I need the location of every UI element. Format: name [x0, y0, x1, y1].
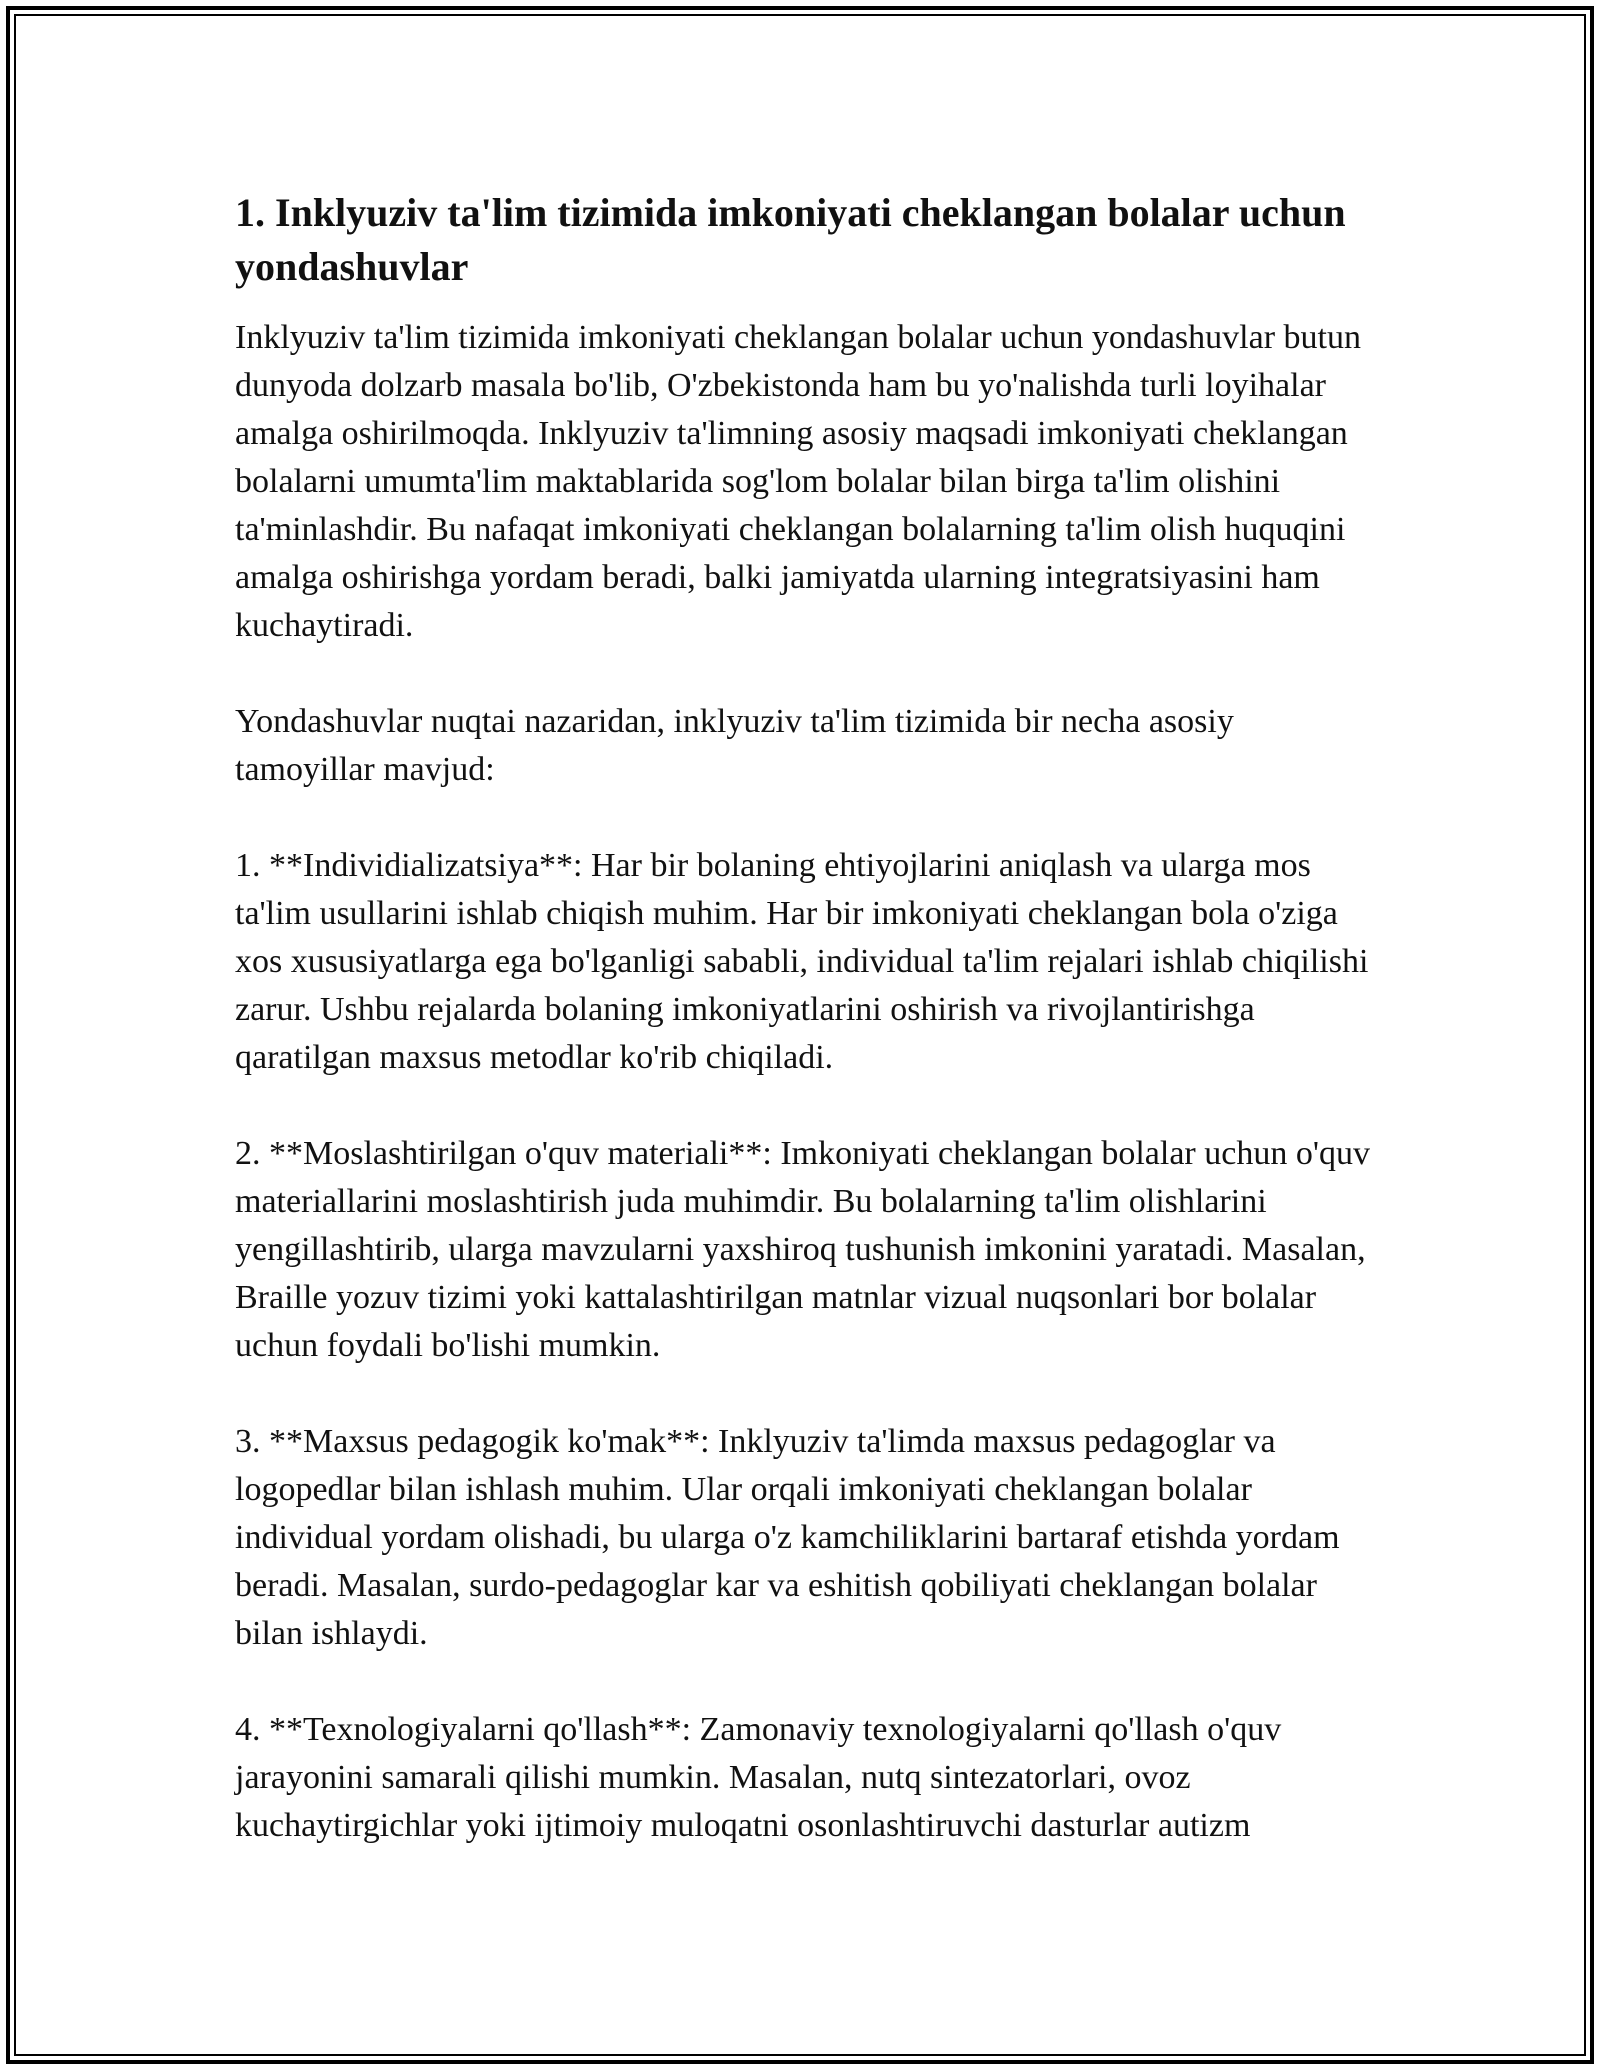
paragraph-pedagogical-support: 3. **Maxsus pedagogik ko'mak**: Inklyuziv ta'limda maxsus pedagoglar va logopedlar bilan ishlash muhim. Ular orqali imkoniyati cheklangan bolalar individual yordam olishadi, bu ularga o'z kamchiliklarini bartaraf etishda yordam beradi. Masalan, surdo-pedagoglar kar va eshitish qobiliyati cheklangan bolalar bilan ishlaydi.: [235, 1423, 1340, 1652]
paragraph-technologies: 4. **Texnologiyalarni qo'llash**: Zamonaviy texnologiyalarni qo'llash o'quv jarayonini samarali qilishi mumkin. Masalan, nutq sintezatorlari, ovoz kuchaytirgichlar yoki ijtimoiy muloqatni osonlashtiruvchi dasturlar autizm: [235, 1711, 1282, 1844]
paragraph-individualization: 1. **Individializatsiya**: Har bir bolaning ehtiyojlarini aniqlash va ularga mos ta'lim usullarini ishlab chiqish muhim. Har bir imkoniyati cheklangan bola o'ziga xos xususiyatlarga ega bo'lganligi sababli, individual ta'lim rejalari ishlab chiqilishi zarur. Ushbu rejalarda bolaning imkoniyatlarini oshirish va rivojlantirishga qaratilgan maxsus metodlar ko'rib chiqiladi.: [235, 847, 1369, 1076]
paragraph-principles-lead: Yondashuvlar nuqtai nazaridan, inklyuziv ta'lim tizimida bir necha asosiy tamoyillar mavjud:: [235, 703, 1234, 788]
paragraph-intro: Inklyuziv ta'lim tizimida imkoniyati cheklangan bolalar uchun yondashuvlar butun dunyoda dolzarb masala bo'lib, O'zbekistonda ham bu yo'nalishda turli loyihalar amalga oshirilmoqda. Inklyuziv ta'limning asosiy maqsadi imkoniyati cheklangan bolalarni umumta'lim maktablarida sog'lom bolalar bilan birga ta'lim olishini ta'minlashdir. Bu nafaqat imkoniyati cheklangan bolalarning ta'lim olish huquqini amalga oshirishga yordam beradi, balki jamiyatda ularning integratsiyasini ham kuchaytiradi.: [235, 319, 1361, 644]
paragraph-adapted-materials: 2. **Moslashtirilgan o'quv materiali**: Imkoniyati cheklangan bolalar uchun o'quv materiallarini moslashtirish juda muhimdir. Bu bolalarning ta'lim olishlarini yengillashtirib, ularga mavzularni yaxshiroq tushunish imkonini yaratadi. Masalan, Braille yozuv tizimi yoki kattalashtirilgan matnlar vizual nuqsonlari bor bolalar uchun foydali bo'lishi mumkin.: [235, 1135, 1370, 1364]
section-title: 1. Inklyuziv ta'lim tizimida imkoniyati cheklangan bolalar uchun yondashuvlar: [235, 190, 1346, 289]
document-body: [235, 186, 1375, 1898]
